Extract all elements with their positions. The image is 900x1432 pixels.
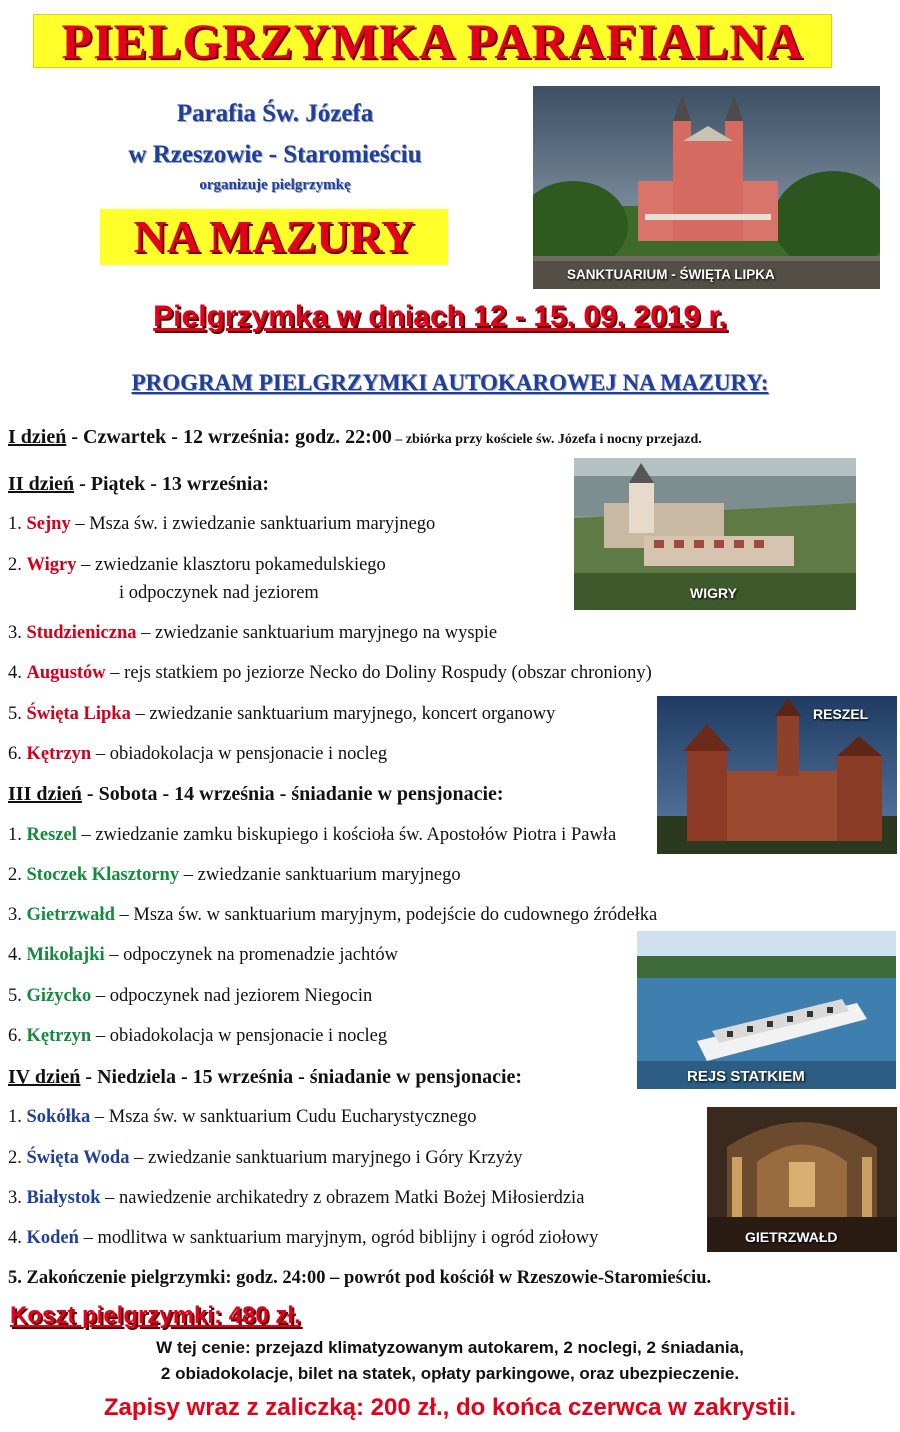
photo-rejs-statkiem bbox=[637, 931, 896, 1089]
list-item: 3. Studzieniczna – zwiedzanie sanktuarium maryjnego na wyspie bbox=[8, 623, 498, 643]
day2-heading bbox=[8, 473, 269, 495]
day3-desc: - Sobota - 14 września - śniadanie w pensjonacie: bbox=[81, 783, 504, 805]
photo-caption-gietrzwald: GIETRZWAŁD bbox=[745, 1229, 838, 1245]
photo-swieta-lipka bbox=[533, 86, 880, 289]
page-title: PIELGRZYMKA PARAFIALNA bbox=[61, 13, 804, 69]
place-name: Święta Woda bbox=[26, 1148, 130, 1168]
place-name: Sejny bbox=[26, 514, 71, 534]
list-item: 1. Reszel – zwiedzanie zamku biskupiego i kościoła św. Apostołów Piotra i Pawła bbox=[8, 825, 617, 845]
list-item: 4. Augustów – rejs statkiem po jeziorze Necko do Doliny Rospudy (obszar chroniony) bbox=[8, 663, 652, 683]
list-item: 4. Mikołajki – odpoczynek na promenadzie jachtów bbox=[8, 945, 398, 965]
list-item: 2. Wigry – zwiedzanie klasztoru pokamedulskiego bbox=[8, 555, 386, 575]
title-banner bbox=[33, 14, 832, 68]
place-name: Studzieniczna bbox=[26, 623, 137, 643]
list-item: 4. Kodeń – modlitwa w sanktuarium maryjnym, ogród biblijny i ogród ziołowy bbox=[8, 1228, 599, 1248]
photo-caption-wigry: WIGRY bbox=[690, 585, 737, 601]
parish-location: w Rzeszowie - Staromieściu bbox=[128, 141, 422, 168]
program-title: PROGRAM PIELGRZYMKI AUTOKAROWEJ NA MAZURY: bbox=[131, 370, 769, 395]
list-item: 1. Sokółka – Msza św. w sanktuarium Cudu Eucharystycznego bbox=[8, 1107, 477, 1127]
list-item: 5. Giżycko – odpoczynek nad jeziorem Niegocin bbox=[8, 986, 373, 1006]
place-name: Kętrzyn bbox=[26, 744, 92, 764]
place-name: Augustów bbox=[26, 663, 106, 683]
day1-note: – zbiórka przy kościele św. Józefa i nocny przejazd. bbox=[391, 432, 702, 447]
day2-desc: - Piątek - 13 września: bbox=[74, 473, 270, 495]
list-item: 3. Gietrzwałd – Msza św. w sanktuarium maryjnym, podejście do cudownego źródełka bbox=[8, 905, 658, 925]
price-includes-line1: W tej cenie: przejazd klimatyzowanym autokarem, 2 noclegi, 2 śniadania, bbox=[156, 1338, 744, 1357]
photo-caption-lipka: SANKTUARIUM - ŚWIĘTA LIPKA bbox=[567, 267, 775, 282]
photo-reszel bbox=[657, 696, 897, 854]
trip-dates: Pielgrzymka w dniach 12 - 15. 09. 2019 r. bbox=[153, 300, 727, 333]
list-item: 3. Białystok – nawiedzenie archikatedry z obrazem Matki Bożej Miłosierdzia bbox=[8, 1188, 585, 1208]
photo-wigry bbox=[574, 458, 856, 610]
parish-name: Parafia Św. Józefa bbox=[176, 100, 374, 127]
place-name: Sokółka bbox=[26, 1107, 91, 1127]
list-item: 6. Kętrzyn – obiadokolacja w pensjonacie i nocleg bbox=[8, 1026, 388, 1046]
list-item: 5. Święta Lipka – zwiedzanie sanktuarium maryjnego, koncert organowy bbox=[8, 704, 556, 724]
list-item: 2. Święta Woda – zwiedzanie sanktuarium maryjnego i Góry Krzyży bbox=[8, 1148, 523, 1168]
place-name: Reszel bbox=[26, 825, 77, 845]
place-name: Święta Lipka bbox=[26, 704, 131, 724]
destination-banner bbox=[100, 209, 448, 265]
place-name: Kętrzyn bbox=[26, 1026, 92, 1046]
place-name: Kodeń bbox=[26, 1228, 79, 1248]
list-item: 6. Kętrzyn – obiadokolacja w pensjonacie i nocleg bbox=[8, 744, 388, 764]
day1-label: I dzień bbox=[8, 426, 67, 448]
place-name: Białystok bbox=[26, 1188, 101, 1208]
list-item-continued: i odpoczynek nad jeziorem bbox=[119, 583, 319, 603]
day4-label: IV dzień bbox=[8, 1066, 81, 1088]
day4-desc: - Niedziela - 15 września - śniadanie w pensjonacie: bbox=[80, 1066, 523, 1088]
day2-label: II dzień bbox=[8, 473, 75, 495]
cost: Koszt pielgrzymki: 480 zł. bbox=[10, 1302, 301, 1329]
signup-info: Zapisy wraz z zaliczką: 200 zł., do końca czerwca w zakrystii. bbox=[103, 1394, 797, 1421]
place-name: Wigry bbox=[26, 555, 77, 575]
day3-heading bbox=[8, 783, 504, 805]
photo-caption-rejs: REJS STATKIEM bbox=[687, 1068, 805, 1085]
list-item-end: 5. Zakończenie pielgrzymki: godz. 24:00 – powrót pod kościół w Rzeszowie-Staromieściu. bbox=[8, 1268, 712, 1288]
photo-gietrzwald bbox=[707, 1107, 897, 1252]
day4-heading bbox=[8, 1066, 522, 1088]
place-name: Stoczek Klasztorny bbox=[26, 865, 180, 885]
day1-heading bbox=[8, 426, 702, 451]
place-name: Mikołajki bbox=[26, 945, 105, 965]
destination-title: NA MAZURY bbox=[133, 211, 415, 262]
place-name: Gietrzwałd bbox=[26, 905, 115, 925]
list-item: 2. Stoczek Klasztorny – zwiedzanie sanktuarium maryjnego bbox=[8, 865, 461, 885]
price-includes-line2: 2 obiadokolacje, bilet na statek, opłaty parkingowe, oraz ubezpieczenie. bbox=[160, 1364, 740, 1383]
day3-label: III dzień bbox=[8, 783, 82, 805]
day1-desc: - Czwartek - 12 września: godz. 22:00 bbox=[66, 426, 392, 448]
parish-organizes: organizuje pielgrzymkę bbox=[199, 177, 351, 193]
photo-caption-reszel: RESZEL bbox=[813, 706, 869, 722]
list-item: 1. Sejny – Msza św. i zwiedzanie sanktuarium maryjnego bbox=[8, 514, 436, 534]
place-name: Giżycko bbox=[26, 986, 92, 1006]
